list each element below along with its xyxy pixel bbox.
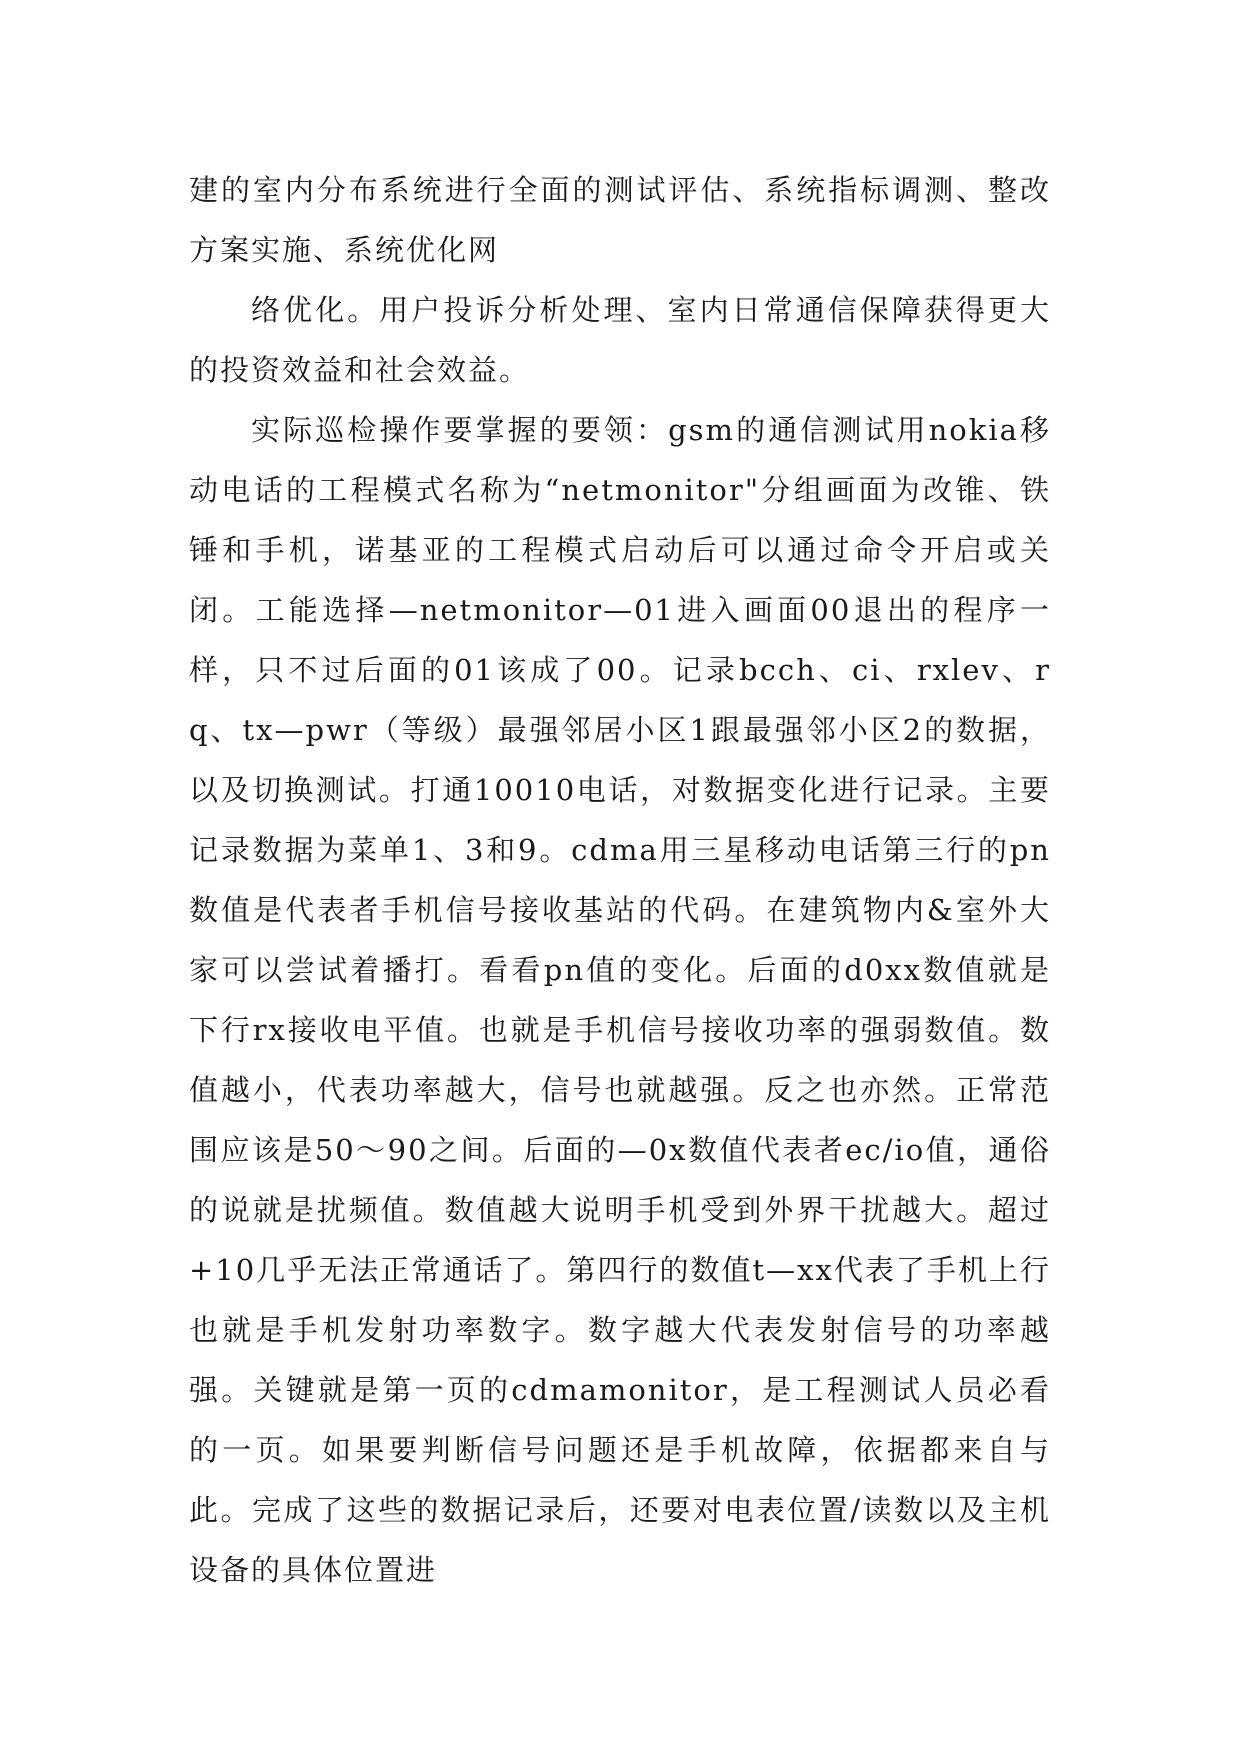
paragraph-1: 建的室内分布系统进行全面的测试评估、系统指标调测、整改方案实施、系统优化网 <box>189 173 1051 267</box>
paragraph-3: 实际巡检操作要掌握的要领：gsm的通信测试用nokia移动电话的工程模式名称为“netmonitor"分组画面为改锥、铁锤和手机，诺基亚的工程模式启动后可以通过命令开启或关闭。工能选择—netmonitor—01进入画面00退出的程序一样，只不过后面的01该成了00。记录bcch、ci、rxlev、rq、tx—pwr（等级）最强邻居小区1跟最强邻小区2的数据，以及切换测试。打通10010电话，对数据变化进行记录。主要记录数据为菜单1、3和9。cdma用三星移动电话第三行的pn数值是代表者手机信号接收基站的代码。在建筑物内&室外大家可以尝试着播打。看看pn值的变化。后面的d0xx数值就是下行rx接收电平值。也就是手机信号接收功率的强弱数值。数值越小，代表功率越大，信号也就越强。反之也亦然。正常范围应该是50～90之间。后面的—0x数值代表者ec/io值，通俗的说就是扰频值。数值越大说明手机受到外界干扰越大。超过+10几乎无法正常通话了。第四行的数值t—xx代表了手机上行也就是手机发射功率数字。数字越大代表发射信号的功率越强。关键就是第一页的cdmamonitor，是工程测试人员必看的一页。如果要判断信号问题还是手机故障，依据都来自与此。完成了这些的数据记录后，还要对电表位置/读数以及主机设备的具体位置进 <box>189 413 1051 1587</box>
paragraph-2: 络优化。用户投诉分析处理、室内日常通信保障获得更大的投资效益和社会效益。 <box>189 293 1051 387</box>
document-page <box>189 160 1051 1600</box>
